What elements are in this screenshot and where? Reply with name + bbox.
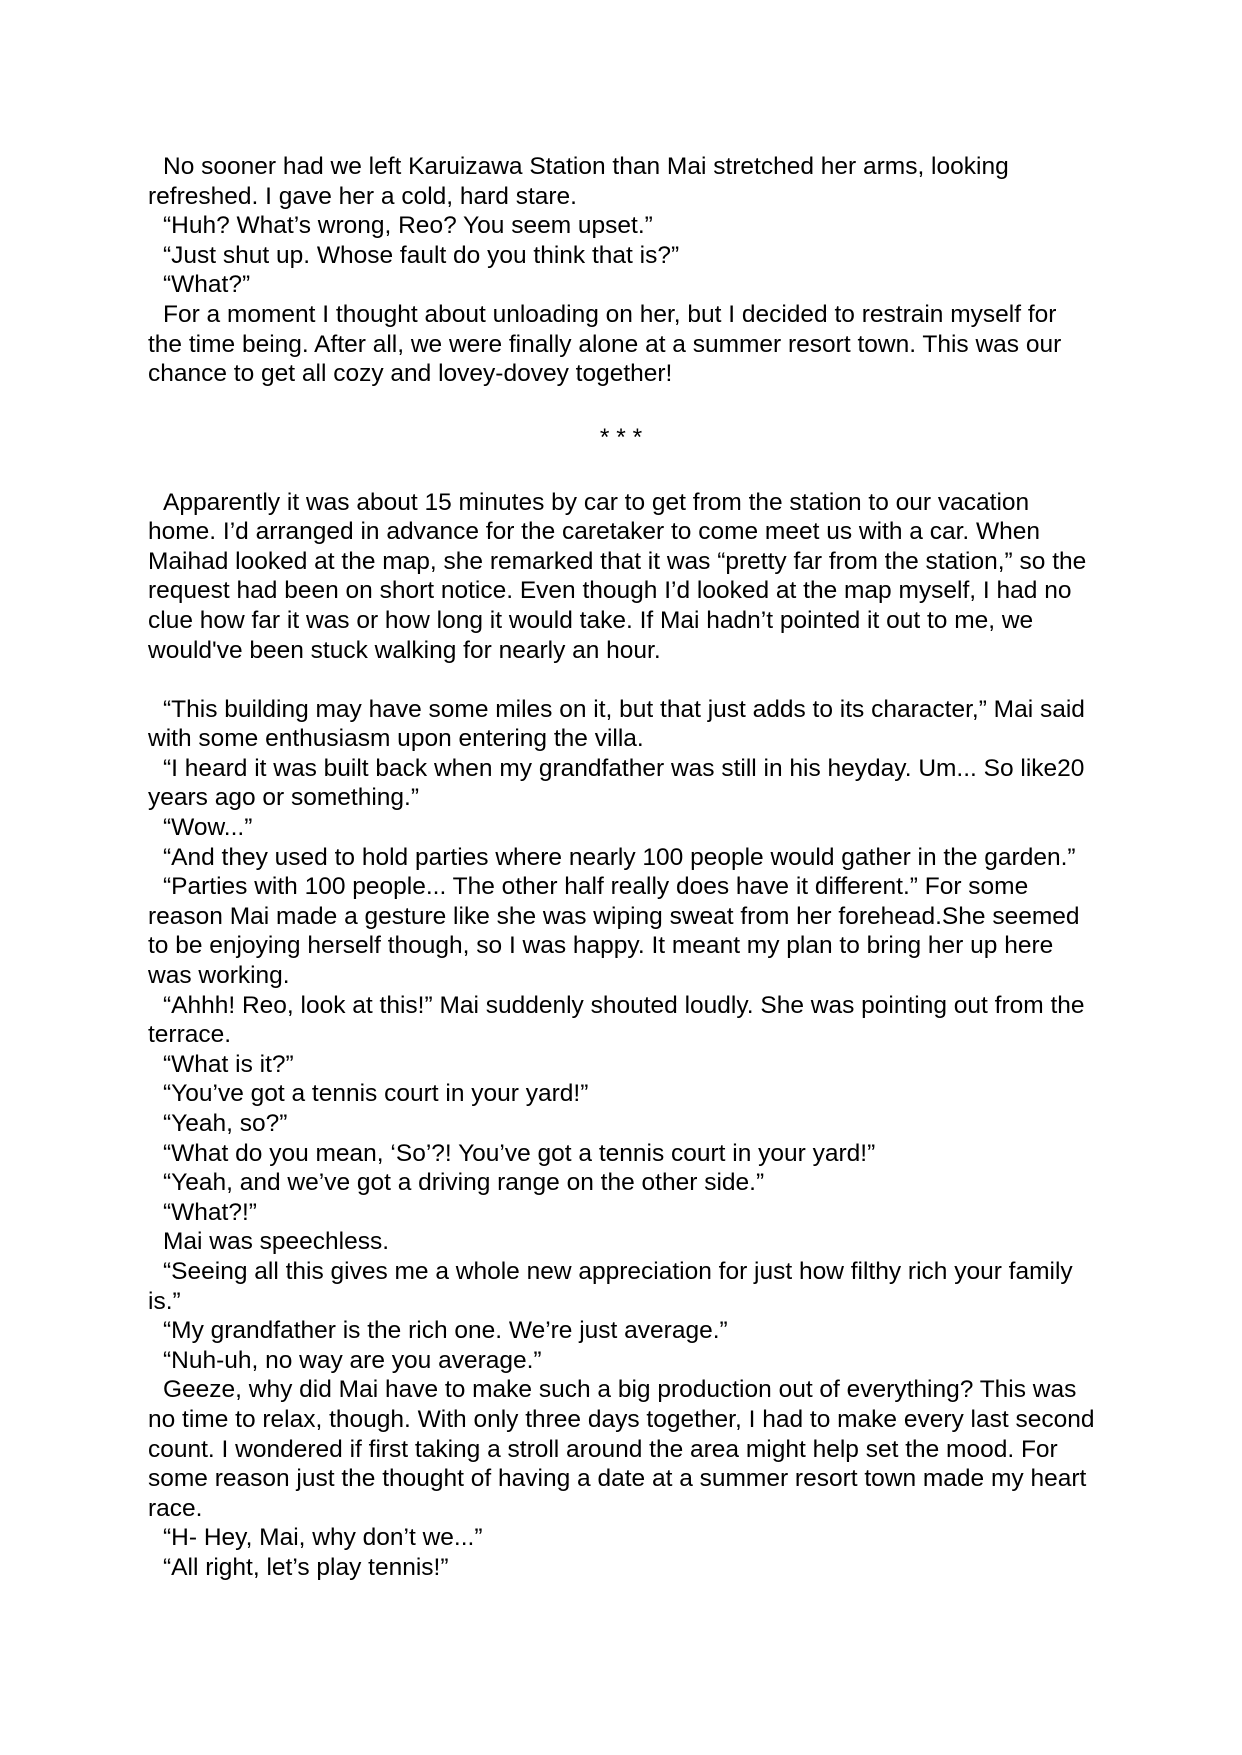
text-line: to be enjoying herself though, so I was happy. It meant my plan to bring her up here: [148, 932, 1054, 960]
blank-line: [148, 458, 1094, 488]
paragraph: [148, 1523, 1094, 1553]
paragraph: [148, 843, 1094, 873]
text-line: “H- Hey, Mai, why don’t we...”: [163, 1524, 483, 1552]
text-line: Mai was speechless.: [163, 1228, 390, 1256]
paragraph: [148, 241, 1094, 271]
paragraph: [148, 872, 1094, 990]
paragraph: [148, 1346, 1094, 1376]
paragraph: [148, 754, 1094, 813]
paragraph: [148, 991, 1094, 1050]
text-line: “What?”: [163, 271, 251, 299]
paragraph: [148, 1257, 1094, 1316]
text-line: “What?!”: [163, 1198, 257, 1226]
text-line: “What do you mean, ‘So’?! You’ve got a tennis court in your yard!”: [163, 1139, 876, 1167]
text-line: some reason just the thought of having a date at a summer resort town made my heart: [148, 1465, 1087, 1493]
text-line: Maihad looked at the map, she remarked that it was “pretty far from the station,” so the: [148, 547, 1087, 575]
blank-line: [148, 665, 1094, 695]
text-line: “I heard it was built back when my grandfather was still in his heyday. Um... So like20: [163, 754, 1085, 782]
paragraph: [148, 211, 1094, 241]
text-line: “Ahhh! Reo, look at this!” Mai suddenly shouted loudly. She was pointing out from the: [163, 991, 1085, 1019]
text-line: “Huh? What’s wrong, Reo? You seem upset.”: [163, 212, 653, 240]
text-line: chance to get all cozy and lovey-dovey together!: [148, 360, 673, 388]
paragraph: [148, 488, 1094, 666]
paragraph: [148, 1109, 1094, 1139]
text-line: “All right, let’s play tennis!”: [163, 1553, 449, 1581]
text-column: [148, 152, 1094, 1583]
text-line: with some enthusiasm upon entering the villa.: [148, 725, 644, 753]
text-line: “Nuh-uh, no way are you average.”: [163, 1346, 542, 1374]
text-line: “And they used to hold parties where nearly 100 people would gather in the garden.”: [163, 843, 1076, 871]
text-line: no time to relax, though. With only three days together, I had to make every last second: [148, 1405, 1095, 1433]
paragraph: [148, 1050, 1094, 1080]
text-line: reason Mai made a gesture like she was wiping sweat from her forehead.She seemed: [148, 902, 1080, 930]
text-line: would've been stuck walking for nearly an hour.: [148, 636, 661, 664]
text-line: race.: [148, 1494, 203, 1522]
text-line: refreshed. I gave her a cold, hard stare.: [148, 182, 577, 210]
text-line: count. I wondered if first taking a stroll around the area might help set the mood. For: [148, 1435, 1058, 1463]
text-line: is.”: [148, 1287, 181, 1315]
text-line: “What is it?”: [163, 1050, 294, 1078]
text-line: “Seeing all this gives me a whole new appreciation for just how filthy rich your family: [163, 1257, 1073, 1285]
paragraph: [148, 1198, 1094, 1228]
paragraph: [148, 152, 1094, 211]
text-line: request had been on short notice. Even though I’d looked at the map myself, I had no: [148, 577, 1072, 605]
text-line: For a moment I thought about unloading on her, but I decided to restrain myself for: [163, 300, 1057, 328]
blank-line: [148, 389, 1094, 419]
text-line: home. I’d arranged in advance for the caretaker to come meet us with a car. When: [148, 518, 1040, 546]
text-line: “You’ve got a tennis court in your yard!”: [163, 1080, 589, 1108]
paragraph: [148, 1139, 1094, 1169]
text-line: “Yeah, so?”: [163, 1110, 288, 1137]
text-line: was working.: [148, 962, 290, 990]
paragraph: [148, 1227, 1094, 1257]
text-line: “Yeah, and we’ve got a driving range on the other side.”: [163, 1169, 765, 1197]
text-line: years ago or something.”: [148, 784, 419, 812]
section-separator: * * *: [599, 424, 643, 452]
text-line: No sooner had we left Karuizawa Station than Mai stretched her arms, looking: [163, 153, 1009, 180]
paragraph: [148, 695, 1094, 754]
text-line: “My grandfather is the rich one. We’re just average.”: [163, 1317, 728, 1345]
paragraph: [148, 270, 1094, 300]
text-line: “Just shut up. Whose fault do you think that is?”: [163, 241, 680, 269]
text-line: “Wow...”: [163, 814, 253, 842]
paragraph: [148, 1375, 1094, 1523]
paragraph: [148, 1316, 1094, 1346]
paragraph: [148, 1553, 1094, 1583]
paragraph: [148, 300, 1094, 389]
text-line: Geeze, why did Mai have to make such a big production out of everything? This was: [163, 1376, 1077, 1404]
paragraph: [148, 1168, 1094, 1198]
text-line: “Parties with 100 people... The other half really does have it different.” For some: [163, 873, 1029, 901]
text-line: the time being. After all, we were finally alone at a summer resort town. This was our: [148, 330, 1062, 358]
paragraph: [148, 813, 1094, 843]
text-line: Apparently it was about 15 minutes by car to get from the station to our vacation: [163, 488, 1030, 516]
text-line: terrace.: [148, 1021, 232, 1049]
paragraph: [148, 1079, 1094, 1109]
text-line: clue how far it was or how long it would take. If Mai hadn’t pointed it out to me, we: [148, 606, 1034, 634]
text-line: “This building may have some miles on it, but that just adds to its character,” Mai said: [163, 695, 1085, 723]
